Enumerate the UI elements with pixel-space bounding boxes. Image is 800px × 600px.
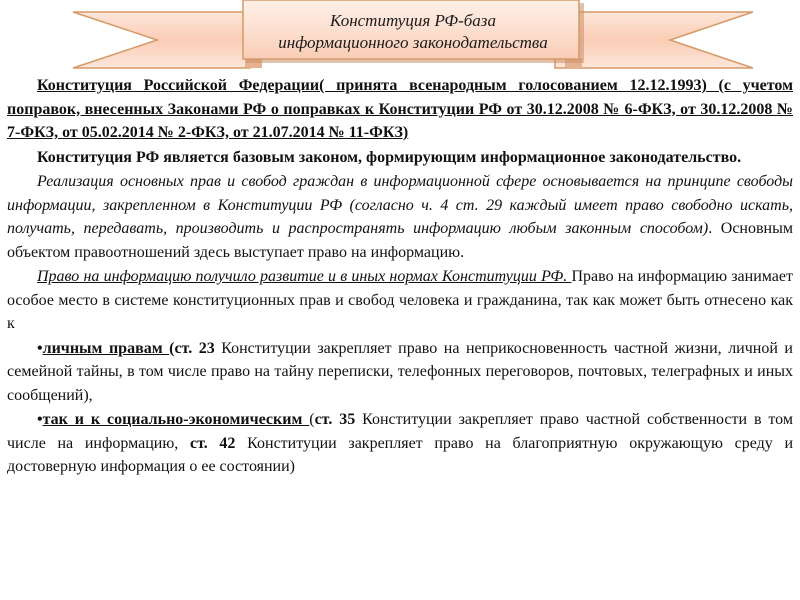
freedom-of-information-quote: Реализация основных прав и свобод граждан в информационной сфере основывается на принципе свободы информации, закрепленном в Конституции РФ (согласно ч. 4 ст. 29 каждый имеет право свободно искать, получать, передавать, производить и распространять информацию любым законным способом): [7, 173, 793, 237]
title-banner: [0, 0, 800, 75]
article-42-ref: ст. 42: [189, 434, 236, 452]
slide-title: [248, 4, 578, 60]
constitution-citation: Конституция Российской Федерации( принята всенародным голосованием 12.12.1993) (с учетом поправок, внесенных Законами РФ о поправках к Конституции РФ от 30.12.2008 № 6-ФКЗ, от 30.12.2008 № 7-ФКЗ, от 05.02.2014 № 2-ФКЗ, от 21.07.2014 № 11-ФКЗ): [7, 77, 793, 141]
right-to-information-text: Право на информацию занимает особое место в системе конституционных прав и свобод человека и гражданина, так как может быть отнесено как к: [7, 268, 793, 332]
article-35-text: Конституции закрепляет право частной собственности в том числе на информацию,: [7, 411, 794, 452]
slide-title-line-2: информационного законодательства: [278, 33, 548, 52]
paragraph-constitution-source: [7, 74, 793, 145]
slide-title-line-1: Конституция РФ-база: [330, 11, 496, 30]
personal-rights-text: Конституции закрепляет право на неприкосновенность частной жизни, личной и семейной тайны, в том числе право на тайну переписки, телефонных переговоров, почтовых, телеграфных и иных сообщений),: [7, 339, 793, 404]
paragraph-personal-rights: [7, 337, 793, 408]
socioeconomic-rights-label: так и к социально-экономическим: [42, 411, 310, 428]
object-of-relations-text: . Основным объектом правоотношений здесь выступает право на информацию.: [7, 220, 793, 261]
article-23-ref: (ст. 23: [169, 339, 215, 357]
paragraph-base-law: [7, 146, 793, 170]
paragraph-right-to-information: [7, 265, 793, 336]
article-42-text: Конституции закрепляет право на благоприятную окружающую среду и достоверную информация о ее состоянии): [7, 434, 794, 475]
paragraph-freedom-of-information: [7, 170, 793, 264]
right-development-heading: Право на информацию получило развитие и в иных нормах Конституции РФ.: [37, 268, 572, 285]
personal-rights-label: личным правам: [42, 339, 170, 357]
open-paren: (: [309, 411, 315, 428]
bullet-icon: •: [37, 339, 43, 357]
base-law-statement: Конституция РФ является базовым законом, формирующим информационное законодательство.: [37, 148, 742, 166]
paragraph-socioeconomic-rights: [7, 408, 793, 479]
bullet-icon: •: [37, 411, 43, 428]
article-35-ref: ст. 35: [314, 411, 356, 428]
slide-body: [7, 74, 793, 479]
